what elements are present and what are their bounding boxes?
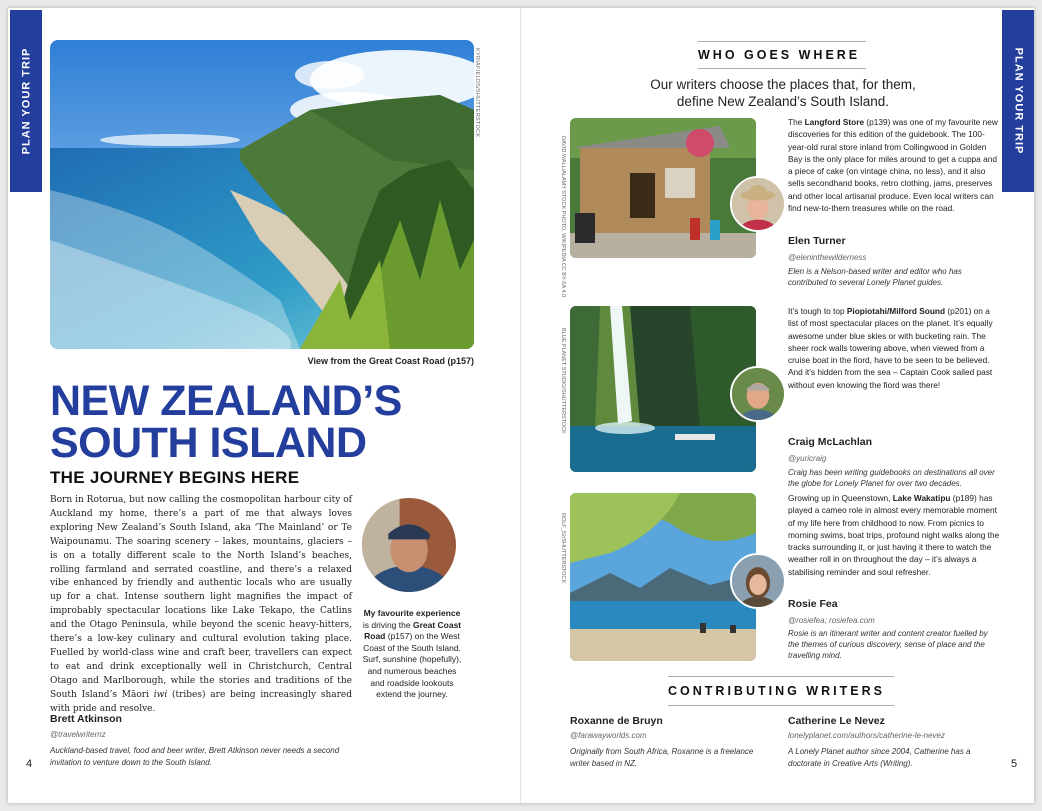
writer-text-pre: Growing up in Queenstown, bbox=[788, 493, 893, 503]
writer-handle-craig-mclachlan[interactable]: @yuricraig bbox=[788, 454, 827, 463]
waterfall-photo-credit: BLUE PLANET STUDIO/SHUTTERSTOCK bbox=[560, 328, 566, 434]
contributor-name-roxanne: Roxanne de Bruyn bbox=[570, 715, 663, 727]
writer-place: Langford Store bbox=[804, 117, 865, 127]
contributor-handle-catherine[interactable]: lonelyplanet.com/authors/catherine-le-nevez bbox=[788, 731, 945, 740]
page-gutter bbox=[520, 8, 522, 803]
intro-body-text bbox=[50, 494, 352, 717]
writer-bio-craig-mclachlan: Craig has been writing guidebooks on destinations all over the globe for Lonely Planet for over two decades. bbox=[788, 468, 995, 489]
contributing-rule-top bbox=[668, 676, 894, 677]
writer-bio-elen-turner: Elen is a Nelson-based writer and editor who has contributed to several Lonely Planet guides. bbox=[788, 267, 962, 288]
page-number-right: 5 bbox=[1011, 758, 1018, 770]
langford-store-text bbox=[788, 116, 1000, 214]
heading-rule-bottom bbox=[698, 68, 866, 69]
body-text-italic: iwi bbox=[153, 689, 168, 700]
plan-your-trip-tab-right bbox=[1002, 10, 1034, 192]
favourite-experience bbox=[362, 608, 462, 701]
hero-photo-credit: KYRIAFIELDS/SHUTTERSTOCK bbox=[474, 48, 480, 138]
writer-text-post: (p139) was one of my favourite new discoveries for this edition of the guidebook. The 100-year-old rural store inland from Collingwood in Golden Bay is the only place for miles around to get a cuppa and a piece of cake (on vintage china, no less), and it also sells secondhand books, retro clothing, jams, preserves and other local artisanal produce. Even local writers can find new-to-them treasures while on the road. bbox=[788, 117, 998, 214]
langford-store-photo bbox=[570, 118, 756, 258]
writer-text-pre: It’s tough to top bbox=[788, 306, 847, 316]
contributor-bio-roxanne: Originally from South Africa, Roxanne is a freelance writer based in NZ. bbox=[570, 747, 754, 768]
lake-wakatipu-text bbox=[788, 492, 1000, 578]
hero-photo bbox=[50, 40, 474, 349]
brett-atkinson-portrait bbox=[360, 496, 458, 594]
favourite-place: Great Coast Road bbox=[364, 619, 462, 642]
title-line-1: NEW ZEALAND’S bbox=[50, 377, 402, 425]
lake-wakatipu-photo bbox=[570, 493, 756, 661]
craig-mclachlan-portrait bbox=[730, 366, 786, 422]
author-name: Brett Atkinson bbox=[50, 713, 122, 725]
store-photo-credit: DAVID WALL/ALAMY STOCK PHOTO, WIKIPEDIA CC BY-SA 4.0 bbox=[560, 136, 566, 298]
rosie-fea-portrait bbox=[730, 553, 786, 609]
writer-text-pre: The bbox=[788, 117, 805, 127]
favourite-text-2: (p157) on the West Coast of the South Island. Surf, sunshine (hopefully), and numerous beaches and roadside lookouts extend the journey. bbox=[362, 631, 462, 700]
milford-sound-text bbox=[788, 305, 1000, 391]
writer-name-craig-mclachlan: Craig McLachlan bbox=[788, 436, 873, 448]
body-text-part-2: (tribes) are being increasingly shared with pride and resolve. bbox=[50, 689, 353, 714]
page-subtitle: THE JOURNEY BEGINS HERE bbox=[50, 468, 300, 487]
page-title bbox=[50, 377, 402, 467]
writer-handle-elen-turner[interactable]: @eleninthewilderness bbox=[788, 253, 867, 262]
tab-label: PLAN YOUR TRIP bbox=[20, 47, 33, 155]
lake-photo-credit: ROLF_52/SHUTTERSTOCK bbox=[560, 513, 566, 584]
title-line-2: SOUTH ISLAND bbox=[50, 419, 367, 467]
contributing-rule-bottom bbox=[668, 705, 894, 706]
contributing-writers-heading: CONTRIBUTING WRITERS bbox=[668, 684, 885, 698]
writer-name-elen-turner: Elen Turner bbox=[788, 235, 846, 247]
contributor-bio-catherine: A Lonely Planet author since 2004, Catherine has a doctorate in Creative Arts (Writing). bbox=[788, 747, 971, 768]
writer-name-rosie-fea: Rosie Fea bbox=[788, 598, 838, 610]
writer-bio-rosie-fea: Rosie is an itinerant writer and content creator fuelled by the themes of curious discovery, sense of place and the travelling mind. bbox=[788, 629, 988, 661]
heading-rule-top bbox=[698, 41, 866, 42]
tab-label: PLAN YOUR TRIP bbox=[1012, 47, 1025, 155]
favourite-text-1: is driving the bbox=[362, 619, 413, 630]
contributor-name-catherine: Catherine Le Nevez bbox=[788, 715, 885, 727]
writer-text-post: (p201) on a list of most spectacular places on the planet. It’s equally awesome under blue skies or with bucketing rain. The sheer rock walls towering above, when viewed from a cruise boat in the fiord, have to be seen to be believed. And it’s hidden from the sea – Captain Cook sailed past without even knowing the fiord was there! bbox=[788, 306, 993, 390]
favourite-lead: My favourite experience bbox=[363, 608, 461, 618]
writer-text-post: (p189) has played a cameo role in almost every memorable moment of my life here from childhood to now. From picnics to morning swims, boat trips, profound night walks along the tracks surrounding it, or just having it there to watch the weather roll in on throughout the day – it’s always a stabilising reminder and soul refresher. bbox=[788, 493, 1000, 577]
plan-your-trip-tab-left bbox=[10, 10, 42, 192]
writer-place: Lake Wakatipu bbox=[892, 493, 951, 503]
writer-handle-rosie-fea[interactable]: @rosiefea; rosiefea.com bbox=[788, 616, 875, 625]
who-goes-where-heading: WHO GOES WHERE bbox=[698, 48, 861, 62]
book-spread bbox=[8, 8, 1034, 803]
body-text-part-1: Born in Rotorua, but now calling the cosmopolitan harbour city of Auckland my home, there’s a part of me that always loves exploring New Zealand’s South Island, aka ‘The Mainland’ or Te Waipounamu. The soaring scenery – lakes, mountains, glaciers – is on a totally different scale to the North Island’s beaches, rolling farmland and serrated coastline, and there’s a relaxed vibe enhanced by friendly and authentic locals who are usually up for a chat. Intense southern light magnifies the impact of improbably spectacular locations like Lake Tekapo, the Catlins and the Otago Peninsula, while beyond the scenic heavy-hitters, there’s a low-key culinary and cultural evolution taking place. Fuelled by world-class wine and craft beer, travellers can expect to eat and drink exceptionally well in Christchurch, Central Otago and Marlborough, while the stories and traditions of the South Island’s Māori bbox=[50, 495, 352, 700]
hero-caption: View from the Great Coast Road (p157) bbox=[307, 356, 474, 366]
author-bio: Auckland-based travel, food and beer writer, Brett Atkinson never needs a second invitation to venture down to the South Island. bbox=[50, 746, 340, 767]
author-handle[interactable]: @travelwriternz bbox=[50, 730, 106, 739]
writer-place: Piopiotahi/Milford Sound bbox=[846, 306, 946, 316]
milford-sound-photo bbox=[570, 306, 756, 472]
page-number-left: 4 bbox=[26, 758, 33, 770]
contributor-handle-roxanne[interactable]: @farawayworlds.com bbox=[570, 731, 647, 740]
elen-turner-portrait bbox=[730, 176, 786, 232]
who-goes-where-intro: Our writers choose the places that, for them, define New Zealand’s South Island. bbox=[650, 77, 916, 109]
